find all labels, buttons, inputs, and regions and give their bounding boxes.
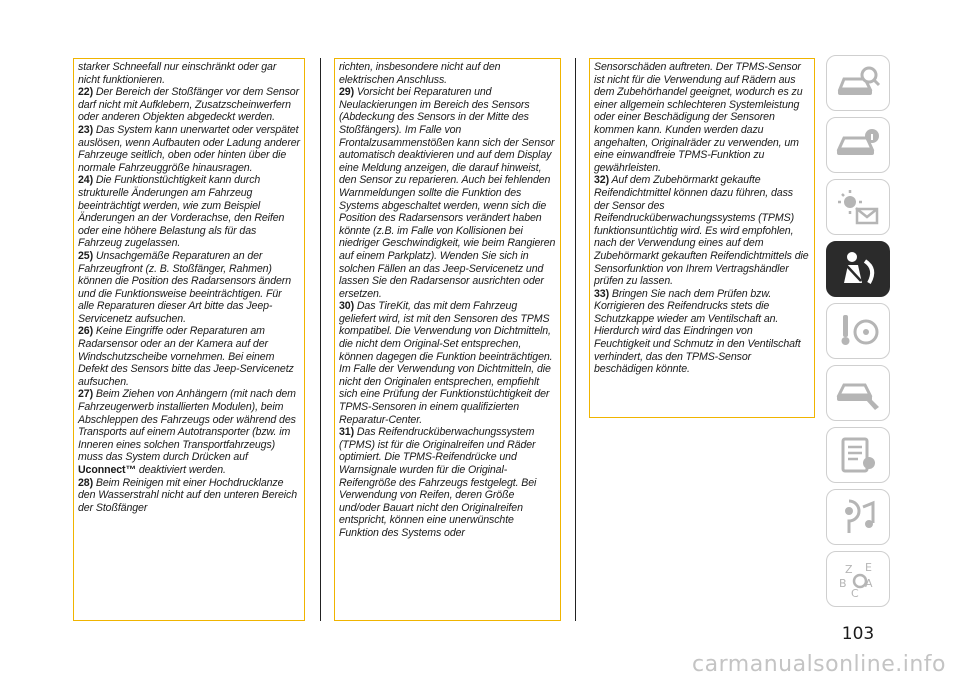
text-column-1 [73, 58, 305, 621]
note-item [594, 174, 810, 287]
note-text: Das Reifendrucküberwachungssystem (TPMS) ist für die Originalreifen und Räder optimiert. Die TPMS-Reifendrücke und Warnsignale wurden für die Original-Reifengröße des Fahrzeugs festgelegt. Bei Verwendung von Reifen, deren Größe und/oder Bauart nicht den Originalreifen entspricht, können eine unerwünschte Funktion des Systems oder [339, 426, 537, 539]
tab-seat-safety[interactable] [826, 241, 890, 297]
note-number: 31) [339, 426, 355, 439]
svg-text:A: A [865, 577, 873, 590]
page-number: 103 [841, 624, 875, 644]
maintenance-list-icon [835, 435, 881, 475]
note-item [78, 250, 300, 326]
note-number: 32) [594, 174, 610, 187]
note-text: Beim Reinigen mit einer Hochdrucklanze den Wasserstrahl nicht auf den unteren Bereich der Stoßfänger [78, 476, 297, 514]
note-item [78, 124, 300, 174]
note-item [78, 325, 300, 388]
car-breakdown-icon [835, 373, 881, 413]
steering-wheel-icon [835, 311, 881, 351]
note-text: deaktiviert werden. [138, 464, 226, 476]
note-item [78, 174, 300, 250]
svg-text:C: C [851, 587, 859, 599]
tab-index-letters[interactable] [826, 551, 890, 607]
tab-steering-wheel[interactable] [826, 303, 890, 359]
paragraph: starker Schneefall nur einschränkt oder gar nicht funktionieren. [78, 61, 277, 86]
note-text: Auf dem Zubehörmarkt gekaufte Reifendichtmittel können dazu führen, dass der Sensor des Reifendrucküberwachungssystems (TPMS) funktionsuntüchtig wird. Es wird empfohlen, nach der Verwendung eines auf dem Zubehörmarkt gekauften Reifendichtmittels die Sensorfunktion von Ihrem Vertragshändler prüfen zu lassen. [594, 174, 809, 288]
svg-text:Z: Z [845, 563, 853, 576]
text-column-3 [589, 58, 815, 418]
car-info-icon [835, 125, 881, 165]
paragraph: Sensorschäden auftreten. Der TPMS-Sensor ist nicht für die Verwendung auf Rädern aus dem Zubehörhandel geeignet, wodurch es zu einer allgemein schlechteren Systemleistung oder einer Beschädigung der Sensoren kommen kann. Kunden werden dazu angehalten, Originalräder zu verwenden, um eine einwandfreie TPMS-Funktion zu gewährleisten. [594, 61, 803, 174]
seat-safety-icon [835, 249, 881, 289]
note-item [594, 288, 810, 376]
text-column-2 [334, 58, 561, 621]
note-text: Die Funktionstüchtigkeit kann durch strukturelle Änderungen am Fahrzeug beeinträchtigt werden, wie zum Beispiel Änderungen an der Vorderachse, den Reifen oder eine höhere Belastung als für das Fahrzeug zugelassen. [78, 174, 285, 250]
chapter-sidebar [826, 55, 890, 613]
index-letters-icon [835, 559, 881, 599]
note-text: Das System kann unerwartet oder verspätet auslösen, wenn Aufbauten oder Ladung anderer Fahrzeuge seitlich, oben oder hinten über die normale Fahrzeuggröße hinausragen. [78, 123, 300, 174]
note-item [339, 86, 556, 300]
note-text: Der Bereich der Stoßfänger vor dem Sensor darf nicht mit Aufklebern, Zusatzscheinwerfern oder anderen Objekten abgedeckt werden. [78, 86, 300, 124]
note-number: 25) [78, 249, 94, 262]
note-number: 26) [78, 325, 94, 338]
note-item [339, 426, 556, 539]
note-number: 30) [339, 300, 355, 313]
note-number: 28) [78, 476, 94, 489]
note-number: 23) [78, 123, 94, 136]
tab-warning-lights[interactable] [826, 179, 890, 235]
warning-lights-icon [835, 187, 881, 227]
note-number: 27) [78, 388, 94, 401]
tab-maintenance-list[interactable] [826, 427, 890, 483]
note-number: 22) [78, 86, 94, 99]
note-text: Keine Eingriffe oder Reparaturen am Radarsensor oder an der Kamera auf der Windschutzscheibe vornehmen. Bei einem Defekt des Sensors bitte das Jeep-Servicenetz aufsuchen. [78, 325, 294, 388]
note-number: 33) [594, 287, 610, 300]
note-number: 24) [78, 174, 94, 187]
multimedia-icon [835, 497, 881, 537]
note-item [339, 300, 556, 426]
note-text: Das TireKit, das mit dem Fahrzeug geliefert wird, ist mit den Sensoren des TPMS kompatibel. Die Verwendung von Dichtmitteln, die nicht dem Original-Set entsprechen, können dagegen die Funktion beeinträchtigen. Im Falle der Verwendung von Dichtmitteln, die nicht den Originalen entsprechen, empfiehlt sich eine Prüfung der Funktionstüchtigkeit der TPMS-Sensoren in einem qualifizierten Reparatur-Center. [339, 300, 553, 426]
note-text: Vorsicht bei Reparaturen und Neulackierungen im Bereich des Sensors (Abdeckung des Sensors in der Mitte des Stoßfängers). Im Falle von Frontalzusammenstößen kann sich der Sensor automatisch deaktivieren und auf dem Display eine Meldung anzeigen, die darauf hinweist, den Sensor zu reparieren. Auch bei fehlenden Warnmeldungen sollte die Funktion des Systems abgeschaltet werden, wenn sich die Position des Radarsensors verändert haben könnte (z.B. im Falle von Kollisionen bei niedriger Geschwindigkeit, wie beim Rangieren auf einem Parkplatz). Wenden Sie sich in solchen Fällen an das Jeep-Servicenetz und lassen Sie den Radarsensor ausrichten oder ersetzen. [339, 86, 556, 300]
tab-car-search[interactable] [826, 55, 890, 111]
column-divider [575, 58, 576, 621]
watermark: carmanualsonline.info [692, 652, 946, 677]
paragraph: richten, insbesondere nicht auf den elektrischen Anschluss. [339, 61, 501, 86]
car-search-icon [835, 63, 881, 103]
note-item [78, 86, 300, 124]
note-item [78, 477, 300, 515]
note-text: Beim Ziehen von Anhängern (mit nach dem Fahrzeugerwerb installierten Modulen), beim Abschleppen des Fahrzeugs oder während des Transports auf einem Autotransporter (bzw. im Inneren eines solchen Transportfahrzeugs) muss das System durch Drücken auf [78, 388, 296, 464]
note-number: 29) [339, 86, 355, 99]
note-text: Bringen Sie nach dem Prüfen bzw. Korrigieren des Reifendrucks stets die Schutzkappe wieder am Ventilschaft an. Hierdurch wird das Eindringen von Feuchtigkeit und Schmutz in den Ventilschaft verhindert, das den TPMS-Sensor beschädigen könnte. [594, 287, 801, 376]
svg-text:E: E [865, 561, 872, 574]
brand-name: Uconnect™ [78, 464, 136, 476]
svg-text:B: B [839, 577, 847, 590]
note-text: Unsachgemäße Reparaturen an der Fahrzeugfront (z. B. Stoßfänger, Rahmen) können die Position des Radarsensors ändern und die Funktionsweise beeinträchtigen. Für alle Reparaturen dieser Art bitte das Jeep-Servicenetz aufsuchen. [78, 249, 292, 325]
tab-car-info[interactable] [826, 117, 890, 173]
tab-multimedia[interactable] [826, 489, 890, 545]
tab-car-breakdown[interactable] [826, 365, 890, 421]
column-divider [320, 58, 321, 621]
note-item [78, 388, 300, 476]
